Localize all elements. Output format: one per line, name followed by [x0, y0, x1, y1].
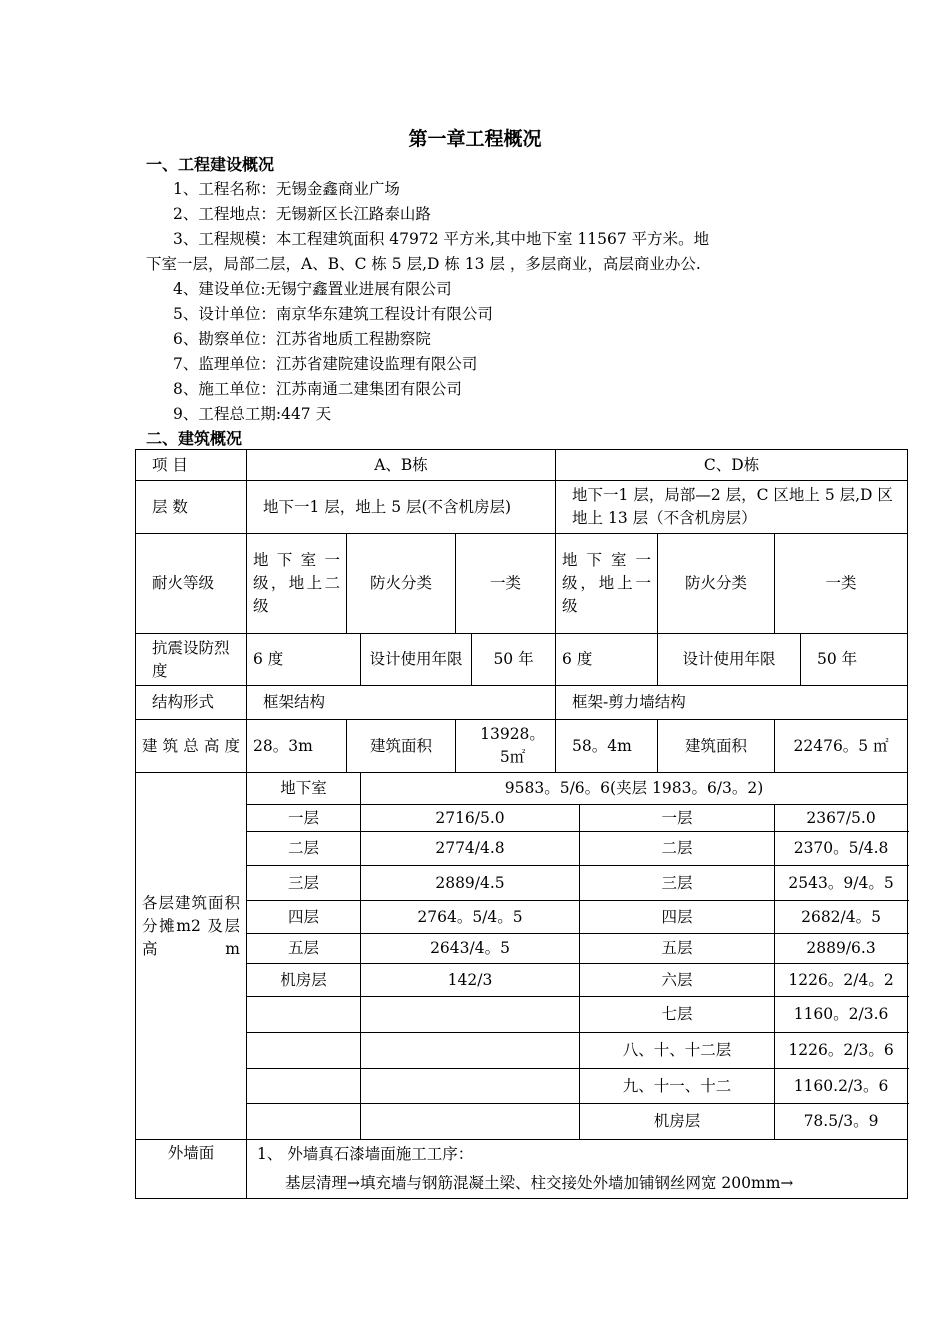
floor-row [136, 934, 908, 964]
seismic-cd-life: 50 年 [801, 634, 908, 686]
fire-row [136, 534, 908, 634]
floors-cd: 地下一1 层，局部—2 层，C 区地上 5 层,D 区地上 13 层（不含机房层） [556, 481, 908, 534]
height-label: 建筑总高度 [136, 720, 247, 773]
ab-floor-name [247, 1033, 361, 1069]
structure-cd: 框架-剪力墙结构 [556, 686, 908, 720]
basement-row [136, 773, 908, 805]
exterior-row-1 [136, 1140, 908, 1169]
ab-floor-value: 2643/4。5 [361, 934, 580, 964]
cd-floor-name: 六层 [580, 964, 775, 997]
header-row [136, 450, 908, 481]
cd-floor-value: 1226。2/3。6 [775, 1033, 908, 1069]
ab-floor-name: 三层 [247, 866, 361, 901]
ab-floor-value [361, 997, 580, 1033]
header-item: 项 目 [136, 450, 247, 481]
structure-ab: 框架结构 [247, 686, 556, 720]
cd-floor-name: 一层 [580, 805, 775, 832]
developer-line: 4、建设单位:无锡宁鑫置业进展有限公司 [173, 280, 452, 298]
exterior-step-detail: 基层清理→填充墙与钢筋混凝土梁、柱交接处外墙加铺钢丝网宽 200mm→ [247, 1169, 908, 1199]
floors-ab: 地下一1 层，地上 5 层(不含机房层) [247, 481, 556, 534]
floor-row [136, 832, 908, 866]
floor-areas-label: 各层建筑面积分摊m2 及层高m [136, 773, 247, 1140]
height-ab-area: 13928。5㎡ [456, 720, 556, 773]
section1-heading: 一、工程建设概况 [146, 155, 275, 174]
floor-row [136, 901, 908, 934]
height-ab-height: 28。3m [247, 720, 347, 773]
supervisor-line: 7、监理单位：江苏省建院建设监理有限公司 [173, 355, 478, 373]
exterior-label: 外墙面 [136, 1140, 247, 1199]
ab-floor-value: 2774/4.8 [361, 832, 580, 866]
basement-label: 地下室 [247, 773, 361, 805]
ab-floor-name [247, 1069, 361, 1104]
seismic-ab-life: 50 年 [472, 634, 556, 686]
cd-floor-name: 五层 [580, 934, 775, 964]
project-name-line: 1、工程名称：无锡金鑫商业广场 [173, 180, 400, 198]
duration-line: 9、工程总工期:447 天 [173, 405, 332, 423]
fire-ab-level: 地下室一级，地上二级 [247, 534, 347, 634]
floor-row [136, 964, 908, 997]
building-overview-table [135, 449, 908, 1199]
project-location-line: 2、工程地点：无锡新区长江路泰山路 [173, 205, 431, 223]
fire-cd-class: 一类 [775, 534, 908, 634]
ab-floor-value [361, 1033, 580, 1069]
contractor-line: 8、施工单位：江苏南通二建集团有限公司 [173, 380, 462, 398]
cd-floor-value: 1160.2/3。6 [775, 1069, 908, 1104]
cd-floor-value: 2889/6.3 [775, 934, 908, 964]
floor-row [136, 866, 908, 901]
fire-ab-class: 一类 [456, 534, 556, 634]
cd-floor-name: 八、十、十二层 [580, 1033, 775, 1069]
floor-row [136, 1104, 908, 1140]
project-scale-line: 3、工程规模：本工程建筑面积 47972 平方米,其中地下室 11567 平方米。地 [173, 230, 710, 248]
ab-floor-value: 2716/5.0 [361, 805, 580, 832]
ab-floor-value: 2764。5/4。5 [361, 901, 580, 934]
fire-cd-class-label: 防火分类 [658, 534, 775, 634]
section2-heading: 二、建筑概况 [146, 429, 243, 448]
seismic-ab-life-label: 设计使用年限 [361, 634, 472, 686]
cd-floor-name: 二层 [580, 832, 775, 866]
cd-floor-value: 2367/5.0 [775, 805, 908, 832]
floor-row [136, 997, 908, 1033]
fire-label: 耐火等级 [136, 534, 247, 634]
floor-row [136, 1033, 908, 1069]
structure-row [136, 686, 908, 720]
ab-floor-name: 四层 [247, 901, 361, 934]
surveyor-line: 6、勘察单位：江苏省地质工程勘察院 [173, 330, 431, 348]
cd-floor-value: 78.5/3。9 [775, 1104, 908, 1140]
cd-floor-value: 1226。2/4。2 [775, 964, 908, 997]
seismic-cd-degree: 6 度 [556, 634, 658, 686]
exterior-step-heading: 1、 外墙真石漆墙面施工工序： [247, 1140, 908, 1169]
height-cd-height: 58。4m [556, 720, 658, 773]
ab-floor-value: 2889/4.5 [361, 866, 580, 901]
floor-row [136, 1069, 908, 1104]
cd-floor-value: 2370。5/4.8 [775, 832, 908, 866]
ab-floor-name: 一层 [247, 805, 361, 832]
height-cd-area-label: 建筑面积 [658, 720, 775, 773]
cd-floor-value: 2543。9/4。5 [775, 866, 908, 901]
seismic-label: 抗震设防烈度 [136, 634, 247, 686]
ab-floor-value: 142/3 [361, 964, 580, 997]
ab-floor-name [247, 997, 361, 1033]
cd-floor-value: 2682/4。5 [775, 901, 908, 934]
header-ab: A、B栋 [247, 450, 556, 481]
document-title: 第一章工程概况 [408, 128, 542, 150]
designer-line: 5、设计单位：南京华东建筑工程设计有限公司 [173, 305, 493, 323]
floors-row [136, 481, 908, 534]
height-row [136, 720, 908, 773]
cd-floor-name: 七层 [580, 997, 775, 1033]
project-scale-line-cont: 下室一层，局部二层，A、B、C 栋 5 层,D 栋 13 层 ，多层商业，高层商业办公. [146, 255, 701, 273]
ab-floor-value [361, 1069, 580, 1104]
ab-floor-name: 二层 [247, 832, 361, 866]
fire-cd-level: 地下室一级，地上一级 [556, 534, 658, 634]
cd-floor-value: 1160。2/3.6 [775, 997, 908, 1033]
ab-floor-name: 五层 [247, 934, 361, 964]
cd-floor-name: 九、十一、十二 [580, 1069, 775, 1104]
ab-floor-name: 机房层 [247, 964, 361, 997]
header-cd: C、D栋 [556, 450, 908, 481]
cd-floor-name: 机房层 [580, 1104, 775, 1140]
fire-ab-class-label: 防火分类 [347, 534, 456, 634]
floor-row [136, 805, 908, 832]
basement-value: 9583。5/6。6(夹层 1983。6/3。2) [361, 773, 908, 805]
seismic-cd-life-label: 设计使用年限 [658, 634, 801, 686]
ab-floor-value [361, 1104, 580, 1140]
exterior-row-2 [136, 1169, 908, 1199]
cd-floor-name: 四层 [580, 901, 775, 934]
seismic-ab-degree: 6 度 [247, 634, 361, 686]
floors-label: 层 数 [136, 481, 247, 534]
seismic-row [136, 634, 908, 686]
height-ab-area-label: 建筑面积 [347, 720, 456, 773]
structure-label: 结构形式 [136, 686, 247, 720]
height-cd-area: 22476。5 ㎡ [775, 720, 908, 773]
cd-floor-name: 三层 [580, 866, 775, 901]
ab-floor-name [247, 1104, 361, 1140]
